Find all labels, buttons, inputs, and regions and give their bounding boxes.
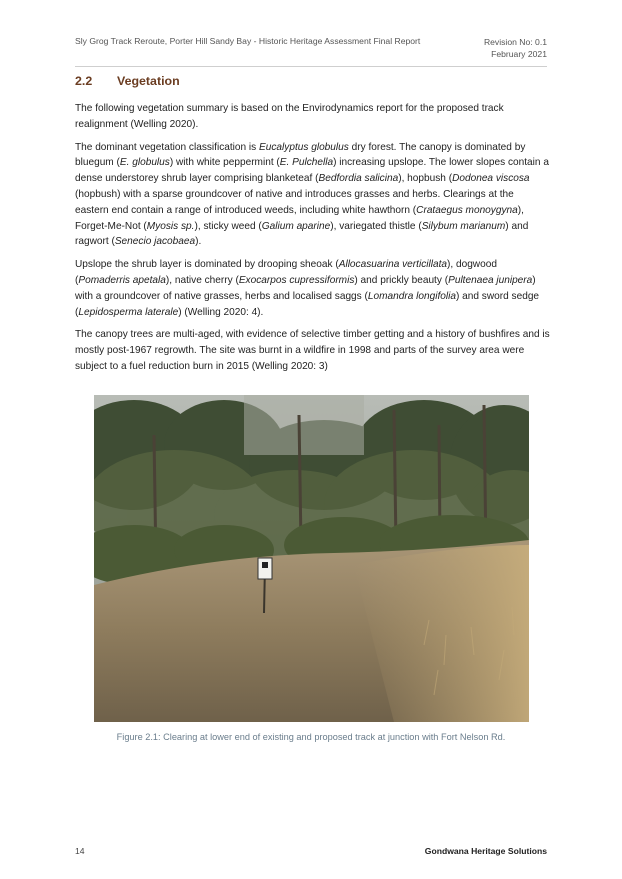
paragraph [75, 257, 550, 320]
species-name: Myosis sp. [146, 220, 195, 232]
species-name: Dodonea viscosa [452, 173, 530, 185]
revision-number: Revision No: 0.1 [483, 37, 547, 47]
document-title: Sly Grog Track Reroute, Porter Hill Sandy Bay - Historic Heritage Assessment Final Report [75, 36, 421, 46]
revision-date: February 2021 [491, 49, 547, 59]
species-name: Lepidosperma laterale [78, 306, 179, 318]
species-name: E. globulus [119, 157, 170, 169]
text-run: ), Forget-Me-Not ( [75, 204, 524, 232]
text-run: dry forest. The canopy is dominated by bluegum ( [75, 141, 526, 169]
species-name: Crataegus monoygyna [416, 204, 518, 216]
revision-block [484, 36, 547, 60]
species-name: Pomaderris apetala [78, 274, 166, 286]
text-run: Upslope the shrub layer is dominated by drooping sheoak ( [75, 259, 339, 271]
organization-name: Gondwana Heritage Solutions [424, 846, 547, 856]
text-run: ), sticky weed ( [194, 220, 262, 232]
text-run: The canopy trees are multi-aged, with evidence of selective timber getting and a history of bushfires and is mostly post-1967 regrowth. The site was burnt in a wildfire in 1998 and parts of the survey area were subject to a fuel reduction burn in 2015 (Welling 2020: 3) [75, 329, 550, 372]
figure-photo [94, 395, 529, 722]
figure-caption: Figure 2.1: Clearing at lower end of existing and proposed track at junction with Fort Nelson Rd. [116, 732, 506, 742]
text-run: ) and ragwort ( [75, 220, 529, 248]
text-run: ), variegated thistle ( [330, 220, 422, 232]
text-run: The dominant vegetation classification is [75, 141, 260, 153]
species-name: Eucalyptus globulus [259, 141, 349, 153]
section-number: 2.2 [75, 74, 93, 88]
body-text [75, 101, 550, 382]
species-name: E. Pulchella [279, 157, 334, 169]
page-number: 14 [75, 846, 85, 856]
species-name: Silybum marianum [421, 220, 506, 232]
species-name: Bedfordia salicina [318, 173, 399, 185]
species-name: Allocasuarina verticillata [338, 259, 447, 271]
text-run: (hopbush) with a sparse groundcover of native and introduces grasses and herbs. Clearings at the eastern end contain a range of introduced weeds, including white hawthorn ( [75, 188, 514, 216]
paragraph [75, 101, 550, 133]
text-run: ) with white peppermint ( [169, 157, 280, 169]
section-title: Vegetation [117, 74, 180, 88]
text-run: ) and sword sedge ( [75, 290, 540, 318]
text-run: ) and prickly beauty ( [354, 274, 449, 286]
species-name: Senecio jacobaea [114, 236, 196, 248]
text-run: ) with a groundcover of native grasses, herbs and localised saggs ( [75, 274, 536, 302]
text-run: ) increasing upslope. The lower slopes contain a dense understorey shrub layer comprising blanketeaf ( [75, 157, 549, 185]
text-run: ). [195, 236, 202, 248]
section-heading [75, 74, 180, 88]
species-name: Exocarpos cupressiformis [238, 274, 355, 286]
species-name: Galium aparine [261, 220, 331, 232]
text-run: ), hopbush ( [398, 173, 453, 185]
text-run: The following vegetation summary is based on the Envirodynamics report for the proposed track realignment (Welling 2020). [75, 103, 504, 130]
species-name: Pultenaea junipera [448, 274, 533, 286]
species-name: Lomandra longifolia [367, 290, 456, 302]
text-run: ) (Welling 2020: 4). [178, 306, 264, 318]
paragraph [75, 327, 550, 374]
text-run: ), dogwood ( [75, 259, 497, 286]
text-run: ), native cherry ( [165, 274, 239, 286]
header-divider [75, 66, 547, 67]
paragraph [75, 140, 550, 251]
